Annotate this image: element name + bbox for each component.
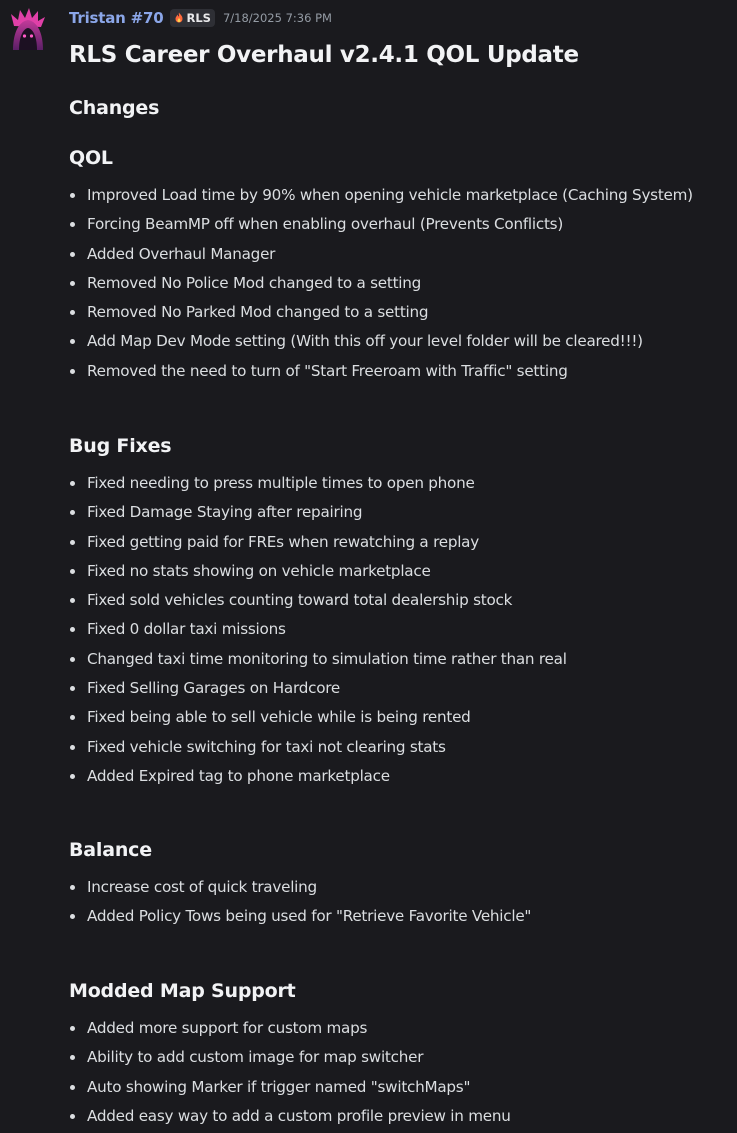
author-avatar[interactable]: [8, 8, 48, 52]
list-item: [69, 586, 729, 615]
changes-heading: Changes: [69, 97, 160, 119]
list-item: [69, 269, 729, 298]
list-item-text: Fixed 0 dollar taxi missions: [87, 620, 286, 639]
bullet: [70, 540, 75, 545]
role-tag[interactable]: [170, 9, 215, 27]
list-item-text: Auto showing Marker if trigger named "switchMaps": [87, 1077, 471, 1096]
bullet: [70, 657, 75, 662]
list-item: [69, 298, 729, 327]
qol-list: [69, 181, 729, 386]
qol-heading: QOL: [69, 147, 113, 169]
list-item: [69, 615, 729, 644]
list-item: [69, 181, 729, 210]
list-item-text: Removed the need to turn of "Start Freeroam with Traffic" setting: [87, 361, 568, 380]
bullet: [70, 914, 75, 919]
modded-map-support-heading: Modded Map Support: [69, 980, 296, 1002]
list-item-text: Added more support for custom maps: [87, 1019, 368, 1037]
list-item: [69, 357, 729, 386]
list-item: [69, 1043, 729, 1072]
bullet: [70, 745, 75, 750]
list-item-text: Removed No Parked Mod changed to a setting: [87, 303, 429, 322]
bullet: [70, 1055, 75, 1060]
bug-fixes-heading: Bug Fixes: [69, 435, 172, 457]
bullet: [70, 310, 75, 315]
list-item: [69, 528, 729, 557]
bullet: [70, 885, 75, 890]
message-content: [69, 0, 737, 1125]
bullet: [70, 339, 75, 344]
list-item: [69, 902, 729, 931]
list-item: [69, 498, 729, 527]
flame-icon: [173, 12, 185, 24]
list-item: [69, 703, 729, 732]
message-header: [69, 0, 737, 36]
modded-map-support-list: [69, 1014, 729, 1131]
role-tag-label: RLS: [186, 11, 211, 25]
bullet: [70, 569, 75, 574]
post-title: RLS Career Overhaul v2.4.1 QOL Update: [69, 42, 579, 68]
list-item: [69, 1102, 729, 1131]
list-item-text: Added Expired tag to phone marketplace: [87, 766, 390, 785]
list-item-text: Fixed sold vehicles counting toward total dealership stock: [87, 591, 513, 610]
list-item-text: Increase cost of quick traveling: [87, 878, 317, 896]
list-item-text: Fixed being able to sell vehicle while is being rented: [87, 708, 471, 727]
list-item: [69, 327, 729, 356]
balance-list: [69, 873, 729, 932]
list-item-text: Forcing BeamMP off when enabling overhaul (Prevents Conflicts): [87, 215, 564, 234]
hooded-figure-avatar-icon: [8, 8, 48, 52]
bullet: [70, 715, 75, 720]
bullet: [70, 193, 75, 198]
list-item: [69, 674, 729, 703]
bullet: [70, 1085, 75, 1090]
bullet: [70, 627, 75, 632]
list-item: [69, 469, 729, 498]
list-item-text: Ability to add custom image for map switcher: [87, 1048, 424, 1067]
list-item-text: Add Map Dev Mode setting (With this off your level folder will be cleared!!!): [87, 332, 643, 351]
bullet: [70, 222, 75, 227]
list-item-text: Improved Load time by 90% when opening vehicle marketplace (Caching System): [87, 186, 693, 204]
list-item: [69, 733, 729, 762]
list-item-text: Changed taxi time monitoring to simulation time rather than real: [87, 649, 567, 668]
list-item-text: Added easy way to add a custom profile preview in menu: [87, 1106, 511, 1125]
list-item: [69, 210, 729, 239]
list-item-text: Added Overhaul Manager: [87, 244, 276, 263]
list-item-text: Removed No Police Mod changed to a setting: [87, 273, 422, 292]
bullet: [70, 510, 75, 515]
list-item: [69, 645, 729, 674]
bullet: [70, 686, 75, 691]
list-item-text: Fixed getting paid for FREs when rewatching a replay: [87, 532, 479, 551]
list-item: [69, 873, 729, 902]
bullet: [70, 252, 75, 257]
list-item: [69, 1073, 729, 1102]
list-item-text: Fixed vehicle switching for taxi not clearing stats: [87, 737, 446, 756]
bullet: [70, 481, 75, 486]
author-username[interactable]: Tristan #70: [69, 9, 164, 27]
list-item-text: Fixed Damage Staying after repairing: [87, 503, 363, 522]
balance-heading: Balance: [69, 839, 152, 861]
list-item-text: Fixed needing to press multiple times to open phone: [87, 474, 475, 492]
bullet: [70, 1114, 75, 1119]
list-item: [69, 762, 729, 791]
bullet: [70, 369, 75, 374]
list-item-text: Added Policy Tows being used for "Retrieve Favorite Vehicle": [87, 907, 532, 926]
bug-fixes-list: [69, 469, 729, 791]
list-item-text: Fixed no stats showing on vehicle marketplace: [87, 561, 431, 580]
bullet: [70, 281, 75, 286]
list-item: [69, 557, 729, 586]
message-timestamp[interactable]: 7/18/2025 7:36 PM: [222, 11, 332, 25]
bullet: [70, 598, 75, 603]
bullet: [70, 774, 75, 779]
list-item: [69, 240, 729, 269]
bullet: [70, 1026, 75, 1031]
list-item: [69, 1014, 729, 1043]
list-item-text: Fixed Selling Garages on Hardcore: [87, 679, 341, 698]
